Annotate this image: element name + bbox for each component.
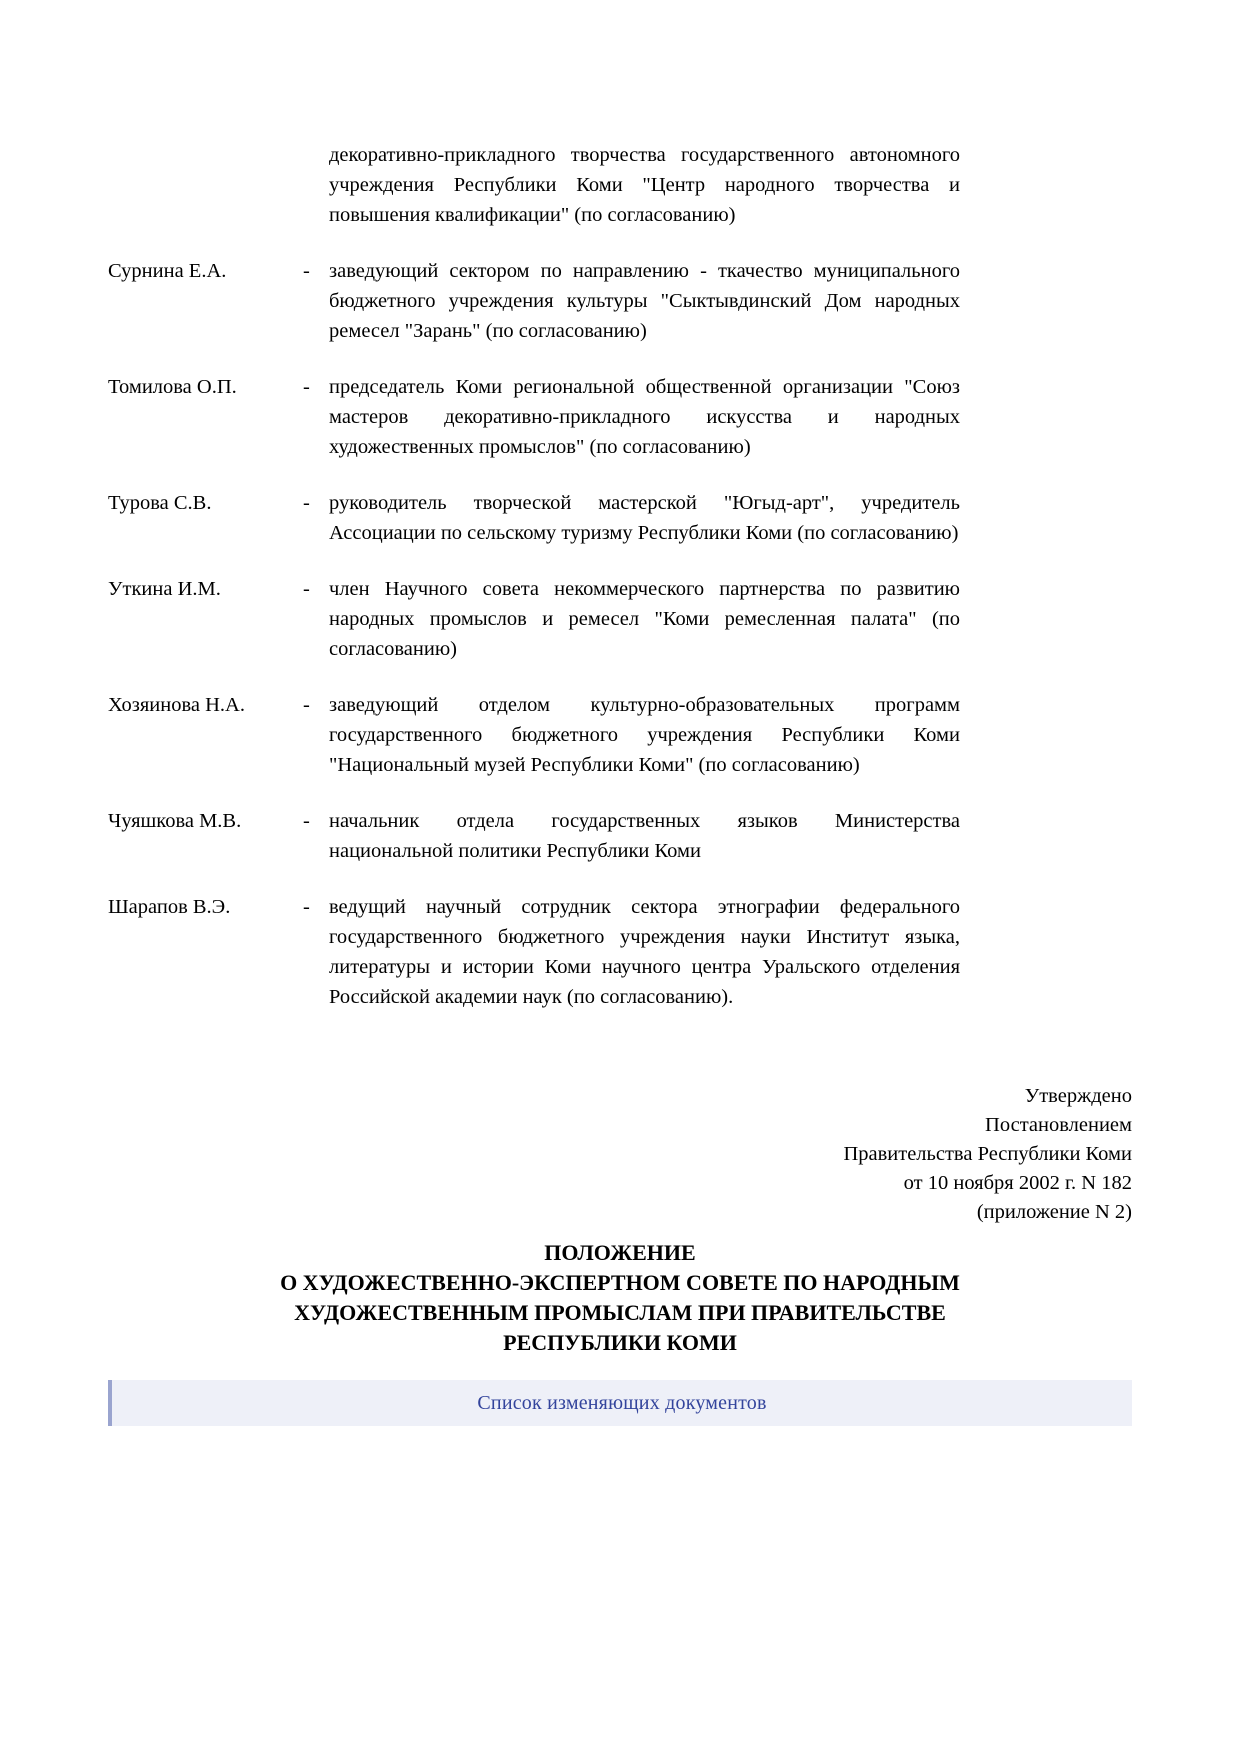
approval-line-2: Постановлением	[985, 1114, 1132, 1136]
member-dash: -	[303, 376, 310, 398]
member-position: заведующий отделом культурно-образовательных программ государственного бюджетного учреждения Республики Коми "Национальный музей Республики Коми" (по согласованию)	[329, 694, 960, 776]
member-position: заведующий сектором по направлению - ткачество муниципального бюджетного учреждения культуры "Сыктывдинский Дом народных ремесел "Зарань" (по согласованию)	[329, 260, 960, 342]
title-line-1: ПОЛОЖЕНИЕ	[544, 1240, 696, 1265]
council-members-list	[108, 140, 960, 1038]
member-row-utkina	[108, 574, 960, 664]
approval-line-4: от 10 ноября 2002 г. N 182	[903, 1172, 1132, 1194]
title-line-3: ХУДОЖЕСТВЕННЫМ ПРОМЫСЛАМ ПРИ ПРАВИТЕЛЬСТВЕ	[294, 1300, 946, 1325]
member-name: Хозяинова Н.А.	[108, 694, 245, 716]
member-row-chuyashkova	[108, 806, 960, 866]
member-name: Турова С.В.	[108, 492, 212, 514]
member-row-tomilova	[108, 372, 960, 462]
member-name: Томилова О.П.	[108, 376, 237, 398]
member-row-sharapov	[108, 892, 960, 1012]
member-position: председатель Коми региональной общественной организации "Союз мастеров декоративно-прикладного искусства и народных художественных промыслов" (по согласованию)	[329, 376, 960, 458]
member-row-hozyainova	[108, 690, 960, 780]
approval-line-3: Правительства Республики Коми	[843, 1143, 1132, 1165]
member-name: Уткина И.М.	[108, 578, 221, 600]
title-line-4: РЕСПУБЛИКИ КОМИ	[503, 1330, 737, 1355]
member-row-surnina	[108, 256, 960, 346]
member-name: Шарапов В.Э.	[108, 896, 231, 918]
approval-line-5: (приложение N 2)	[976, 1201, 1132, 1223]
member-position: член Научного совета некоммерческого партнерства по развитию народных промыслов и ремесел "Коми ремесленная палата" (по согласованию)	[329, 578, 960, 660]
member-dash: -	[303, 810, 310, 832]
member-name: Сурнина Е.А.	[108, 260, 227, 282]
continued-paragraph-text: декоративно-прикладного творчества государственного автономного учреждения Республики Коми "Центр народного творчества и повышения квалификации" (по согласованию)	[329, 144, 960, 226]
member-row-turova	[108, 488, 960, 548]
member-position: начальник отдела государственных языков Министерства национальной политики Республики Коми	[329, 810, 960, 862]
approval-line-1: Утверждено	[1024, 1085, 1132, 1107]
changing-documents-banner	[108, 1380, 1132, 1426]
member-name: Чуяшкова М.В.	[108, 810, 242, 832]
member-dash: -	[303, 260, 310, 282]
member-position: руководитель творческой мастерской "Югыд-арт", учредитель Ассоциации по сельскому туризму Республики Коми (по согласованию)	[329, 492, 960, 544]
continued-paragraph-row	[108, 140, 960, 230]
member-dash: -	[303, 492, 310, 514]
member-dash: -	[303, 578, 310, 600]
approval-block	[612, 1082, 1132, 1227]
changing-documents-label[interactable]: Список изменяющих документов	[477, 1391, 767, 1414]
page-title	[108, 1238, 1132, 1358]
member-dash: -	[303, 694, 310, 716]
member-dash: -	[303, 896, 310, 918]
title-line-2: О ХУДОЖЕСТВЕННО-ЭКСПЕРТНОМ СОВЕТЕ ПО НАРОДНЫМ	[280, 1270, 960, 1295]
member-position: ведущий научный сотрудник сектора этнографии федерального государственного бюджетного учреждения науки Институт языка, литературы и истории Коми научного центра Уральского отделения Российской академии наук (по согласованию).	[329, 896, 960, 1008]
